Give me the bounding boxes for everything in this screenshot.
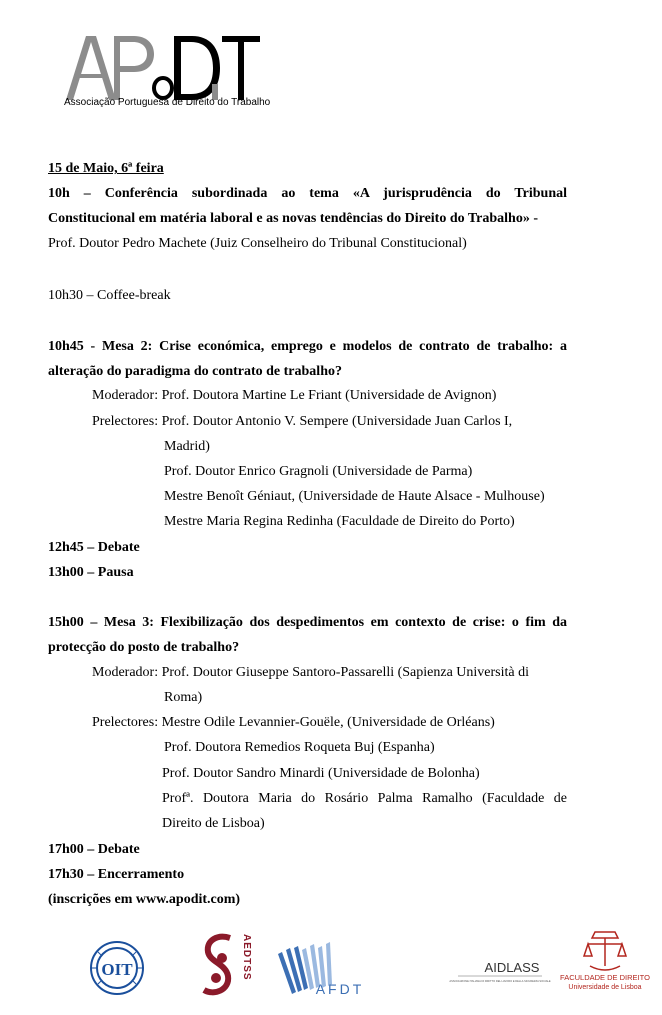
fdul-line2: Universidade de Lisboa: [568, 984, 642, 991]
mesa2-speaker-4: Mestre Maria Regina Redinha (Faculdade de Direito do Porto): [164, 514, 515, 529]
registration-info: (inscrições em www.apodit.com): [48, 892, 241, 907]
mesa2-speaker-1: Prelectores: Prof. Doutor Antonio V. Sempere (Universidade Juan Carlos I,: [92, 414, 513, 429]
oit-text: OIT: [101, 960, 133, 979]
program-date: 15 de Maio, 6ª feira: [48, 161, 164, 176]
afdt-text: AFDT: [315, 981, 365, 997]
mesa3-moderator-cont: Roma): [164, 690, 203, 705]
mesa3-title-line2: protecção do posto de trabalho?: [48, 640, 240, 655]
conference-title-line1: 10h – Conferência subordinada ao tema «A jurisprudência do Tribunal: [48, 186, 567, 201]
mesa3-speaker-3: Prof. Doutor Sandro Minardi (Universidade de Bolonha): [162, 766, 480, 781]
mesa3-speaker-4-cont: Direito de Lisboa): [162, 816, 265, 831]
aedtss-logo: [200, 932, 250, 1000]
aedtss-text: AEDTSS: [241, 934, 252, 981]
aidlass-subtitle: ASSOCIAZIONE ITALIANA DI DIRITTO DEL LAVORO E DELLA SICUREZZA SOCIALE: [449, 980, 551, 983]
mesa3-speaker-4: Profª. Doutora Maria do Rosário Palma Ramalho (Faculdade de: [162, 791, 567, 806]
debate-1: 12h45 – Debate: [48, 540, 140, 555]
mesa2-title-line2: alteração do paradigma do contrato de trabalho?: [48, 364, 342, 379]
debate-2: 17h00 – Debate: [48, 842, 140, 857]
conference-title-line2: Constitucional em matéria laboral e as novas tendências do Direito do Trabalho» -: [48, 211, 538, 226]
aidlass-logo: [449, 958, 551, 990]
mesa2-speaker-3: Mestre Benoît Géniaut, (Universidade de Haute Alsace - Mulhouse): [164, 489, 545, 504]
mesa3-title-line1: 15h00 – Mesa 3: Flexibilização dos despedimentos em contexto de crise: o fim da: [48, 615, 567, 630]
mesa3-speaker-2: Prof. Doutora Remedios Roqueta Buj (Espanha): [164, 740, 435, 755]
afdt-logo: [276, 942, 372, 1000]
closing: 17h30 – Encerramento: [48, 867, 185, 882]
fdul-line1: FACULDADE DE DIREITO: [560, 973, 650, 982]
oit-logo: [84, 940, 150, 998]
conference-speaker: Prof. Doutor Pedro Machete (Juiz Conselheiro do Tribunal Constitucional): [48, 236, 467, 251]
mesa3-moderator: Moderador: Prof. Doutor Giuseppe Santoro-Passarelli (Sapienza Università di: [92, 665, 530, 680]
aidlass-text: AIDLASS: [484, 960, 540, 975]
mesa2-speaker-2: Prof. Doutor Enrico Gragnoli (Universidade de Parma): [164, 464, 473, 479]
mesa2-title-line1: 10h45 - Mesa 2: Crise económica, emprego e modelos de contrato de trabalho: a: [48, 339, 567, 354]
mesa3-speaker-1: Prelectores: Mestre Odile Levannier-Gouële, (Universidade de Orléans): [92, 715, 495, 730]
logo-subtitle: Associação Portuguesa de Direito do Trabalho: [64, 97, 271, 108]
coffee-break: 10h30 – Coffee-break: [48, 288, 171, 303]
mesa2-moderator: Moderador: Prof. Doutora Martine Le Friant (Universidade de Avignon): [92, 388, 497, 403]
pausa: 13h00 – Pausa: [48, 565, 134, 580]
fdul-logo: [560, 928, 650, 992]
mesa2-speaker-1-cont: Madrid): [164, 439, 210, 454]
